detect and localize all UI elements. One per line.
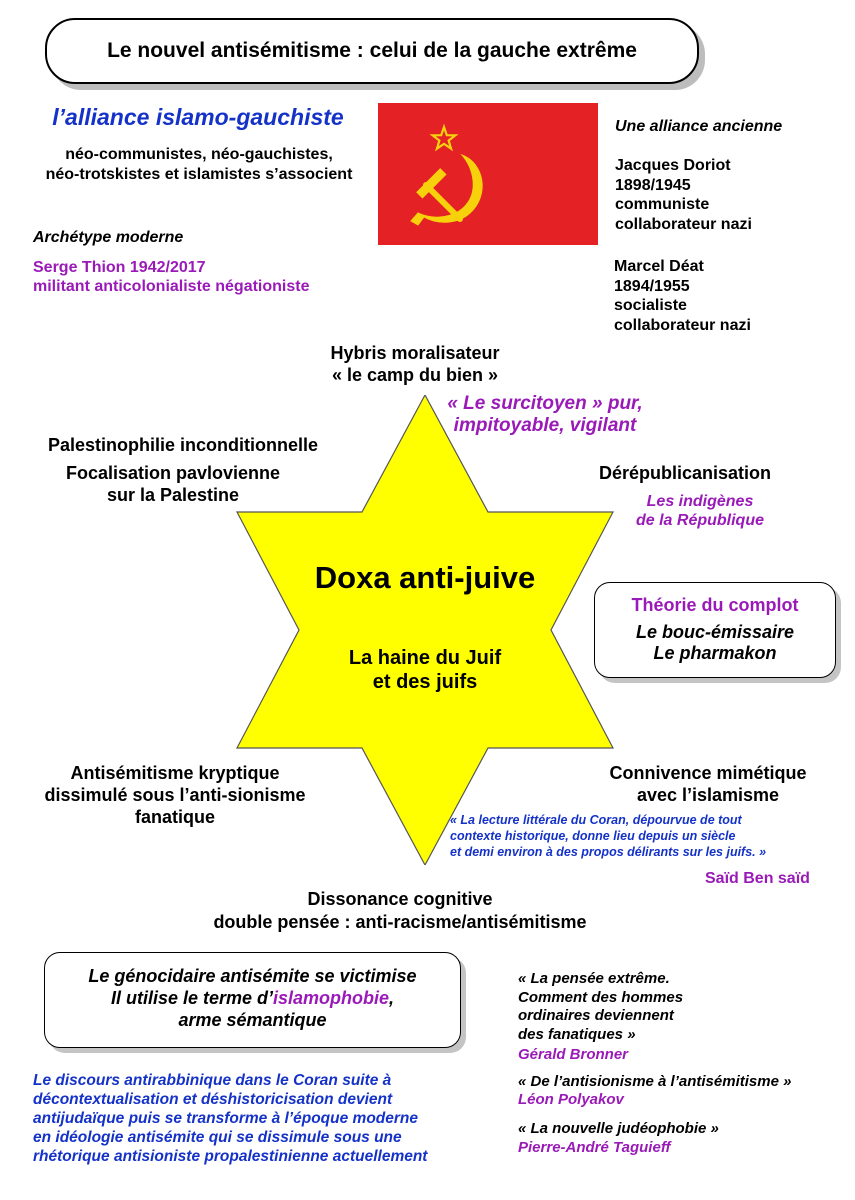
hybris-label (250, 342, 580, 386)
alliance-desc-line: néo-communistes, néo-gauchistes, (65, 146, 333, 163)
focalisation-line: sur la Palestine (106, 485, 240, 505)
surcitoyen-line: « Le surcitoyen » pur, (447, 393, 643, 414)
genocidaire-line2-pre: Il utilise le terme d’ (110, 988, 274, 1008)
complot-line: Le bouc-émissaire (635, 622, 795, 642)
doriot-line: communiste (615, 196, 710, 213)
hybris-line: « le camp du bien » (331, 365, 499, 385)
bronner-quote-line: « La pensée extrême. (518, 970, 670, 987)
taguieff-author: Pierre-André Taguieff (518, 1139, 671, 1156)
coran-quote-line: et demi environ à des propos délirants sur les juifs. » (450, 845, 767, 859)
flag-background (378, 103, 598, 245)
genocidaire-line2-post: , (389, 988, 395, 1008)
polyakov-quote: « De l’antisionisme à l’antisémitisme » (518, 1073, 792, 1090)
genocidaire-line: Le génocidaire antisémite se victimise (88, 966, 417, 986)
discours-line: en idéologie antisémite qui se dissimule sous une (33, 1129, 402, 1146)
coran-quote-author: Saïd Ben saïd (705, 870, 810, 887)
title-box (45, 18, 699, 84)
hybris-line: Hybris moralisateur (330, 343, 500, 363)
coran-quote-line: « La lecture littérale du Coran, dépourvue de tout (450, 813, 742, 827)
genocidaire-line: arme sémantique (178, 1010, 327, 1030)
connivence-label (578, 762, 838, 806)
star-center-subtitle (235, 646, 615, 694)
complot-title: Théorie du complot (631, 595, 799, 615)
discours-line: antijudaïque puis se transforme à l’époque moderne (33, 1110, 418, 1127)
haine-line: et des juifs (372, 671, 478, 693)
islamophobie-term: islamophobie (273, 988, 390, 1008)
bronner-quote-line: Comment des hommes (518, 988, 684, 1006)
page-title: Le nouvel antisémitisme : celui de la gauche extrême (107, 39, 637, 62)
bronner-quote-line: ordinaires deviennent (518, 1007, 674, 1024)
focalisation-label (18, 462, 328, 506)
coran-quote (450, 812, 840, 860)
surcitoyen-label (410, 393, 680, 437)
star-center-title: Doxa anti-juive (314, 560, 536, 595)
ancienne-alliance-label: Une alliance ancienne (615, 118, 783, 135)
kryptique-line: Antisémitisme kryptique (70, 763, 280, 783)
islamo-gauchiste-flag (378, 103, 598, 245)
deat-line: Marcel Déat (614, 258, 704, 275)
surcitoyen-line: impitoyable, vigilant (453, 415, 637, 436)
bronner-quote (518, 970, 683, 1044)
genocidaire-line-2 (45, 987, 460, 1009)
complot-line: Le pharmakon (653, 643, 777, 663)
deat-line: 1894/1955 (614, 277, 690, 295)
discours-line: Le discours antirabbinique dans le Coran suite à (33, 1072, 392, 1089)
genocidaire-box (44, 952, 461, 1048)
discours-line: décontextualisation et déshistoricisation devient (33, 1091, 393, 1108)
deat-line: socialiste (614, 297, 687, 314)
dissonance-line: Dissonance cognitive (307, 889, 493, 909)
doriot-line: collaborateur nazi (615, 215, 752, 233)
archetype-line: Serge Thion 1942/2017 (33, 259, 206, 276)
bronner-quote-line: des fanatiques » (518, 1025, 636, 1043)
deat-block (614, 257, 751, 335)
dissonance-label (170, 888, 630, 934)
kryptique-line: fanatique (134, 807, 215, 827)
alliance-description (24, 145, 374, 185)
polyakov-author: Léon Polyakov (518, 1091, 624, 1108)
connivence-line: Connivence mimétique (609, 763, 807, 783)
alliance-title: l’alliance islamo-gauchiste (52, 104, 344, 130)
indigenes-label (600, 492, 800, 530)
palestinophilie-label: Palestinophilie inconditionnelle (47, 435, 319, 455)
discours-paragraph (33, 1071, 493, 1166)
coran-quote-line: contexte historique, donne lieu depuis un siècle (450, 829, 736, 843)
indigenes-line: Les indigènes (646, 493, 754, 510)
archetype-line: militant anticolonialiste négationiste (33, 278, 310, 295)
archetype-person (33, 258, 309, 296)
kryptique-line: dissimulé sous l’anti-sionisme (44, 785, 306, 805)
complot-box (594, 582, 836, 678)
focalisation-line: Focalisation pavlovienne (65, 463, 281, 483)
kryptique-label (30, 762, 320, 828)
deat-line: collaborateur nazi (614, 316, 751, 334)
archetype-label: Archétype moderne (33, 229, 184, 246)
alliance-desc-line: néo-trotskistes et islamistes s’associent (45, 166, 353, 183)
doriot-block (615, 156, 752, 234)
dissonance-line: double pensée : anti-racisme/antisémitisme (213, 912, 587, 932)
haine-line: La haine du Juif (348, 647, 502, 669)
derepublicanisation-label: Dérépublicanisation (598, 463, 772, 483)
doriot-line: Jacques Doriot (615, 157, 731, 174)
discours-line: rhétorique antisioniste propalestinienne actuellement (33, 1148, 428, 1165)
taguieff-quote: « La nouvelle judéophobie » (518, 1120, 719, 1137)
indigenes-line: de la République (635, 512, 764, 529)
complot-lines (595, 622, 835, 664)
doriot-line: 1898/1945 (615, 176, 691, 194)
bronner-author: Gérald Bronner (518, 1046, 629, 1063)
connivence-line: avec l’islamisme (636, 785, 780, 805)
